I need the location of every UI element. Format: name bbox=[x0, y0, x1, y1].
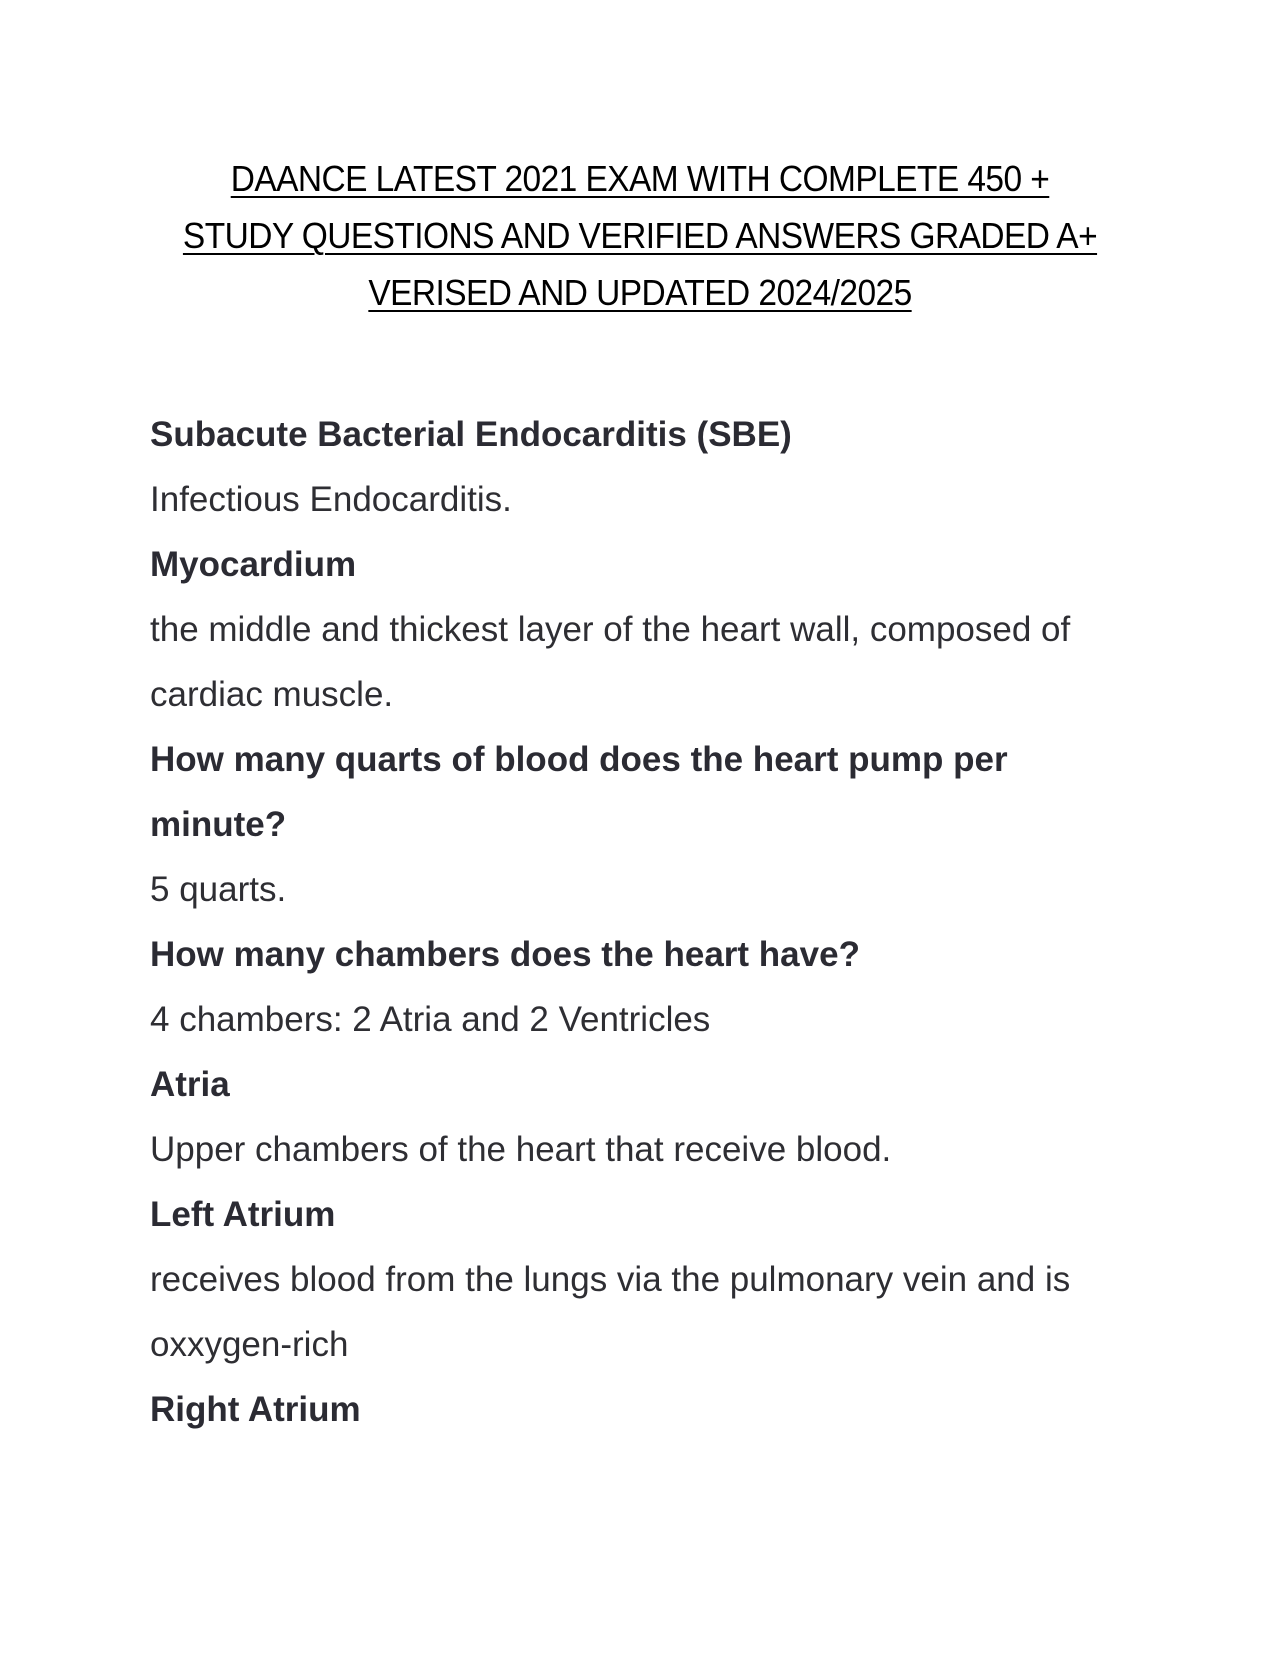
term-heart-chambers: How many chambers does the heart have? bbox=[150, 935, 860, 974]
title-line-3: VERISED AND UPDATED 2024/2025 bbox=[368, 272, 912, 313]
term-left-atrium: Left Atrium bbox=[150, 1195, 336, 1234]
term-quarts-per-minute: How many quarts of blood does the heart pump per minute? bbox=[150, 740, 1008, 844]
title-line-1: DAANCE LATEST 2021 EXAM WITH COMPLETE 450 + bbox=[230, 158, 1050, 199]
definition-left-atrium: receives blood from the lungs via the pulmonary vein and is oxxygen-rich bbox=[150, 1260, 1071, 1364]
term-myocardium: Myocardium bbox=[150, 545, 357, 584]
title-line-2: STUDY QUESTIONS AND VERIFIED ANSWERS GRADED A+ bbox=[182, 215, 1098, 256]
definition-myocardium: the middle and thickest layer of the heart wall, composed of cardiac muscle. bbox=[150, 610, 1071, 714]
term-sbe: Subacute Bacterial Endocarditis (SBE) bbox=[150, 415, 792, 454]
qa-list bbox=[150, 402, 1140, 1442]
document-title bbox=[156, 150, 1123, 321]
definition-sbe: Infectious Endocarditis. bbox=[150, 480, 512, 519]
definition-heart-chambers: 4 chambers: 2 Atria and 2 Ventricles bbox=[150, 1000, 711, 1039]
term-atria: Atria bbox=[150, 1065, 230, 1104]
definition-quarts-per-minute: 5 quarts. bbox=[150, 870, 287, 909]
term-right-atrium: Right Atrium bbox=[150, 1390, 361, 1429]
definition-atria: Upper chambers of the heart that receive blood. bbox=[150, 1130, 892, 1169]
